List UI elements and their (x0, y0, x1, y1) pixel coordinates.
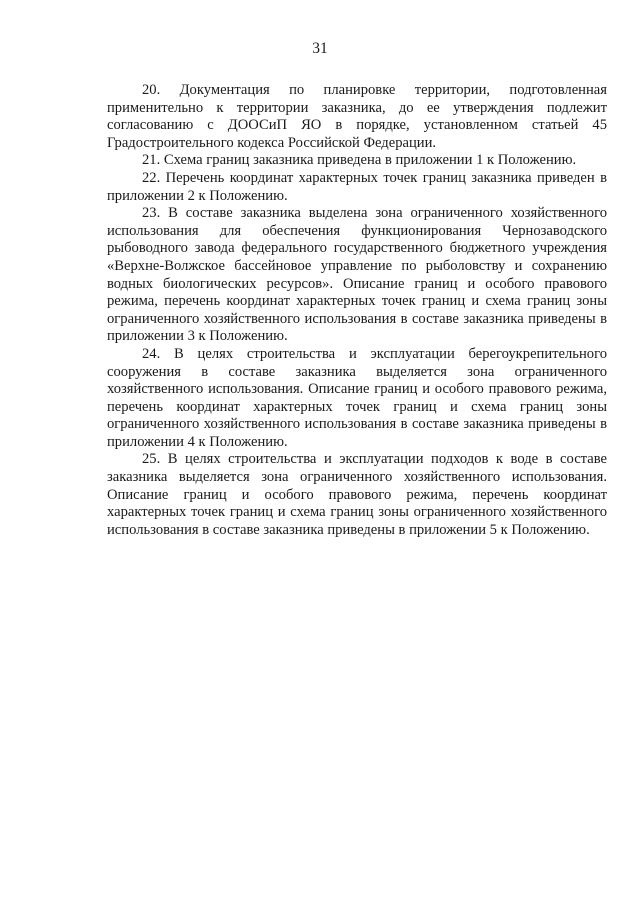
paragraph-22: 22. Перечень координат характерных точек границ заказника приведен в приложении 2 к Положению. (107, 169, 607, 204)
paragraph-25: 25. В целях строительства и эксплуатации подходов к воде в составе заказника выделяется зона ограниченного хозяйственного использования. Описание границ и особого правового режима, перечень координат характерных точек границ и схема границ зоны ограниченного хозяйственного использования в составе заказника приведены в приложении 5 к Положению. (107, 451, 607, 538)
paragraph-23: 23. В составе заказника выделена зона ограниченного хозяйственного использования для обеспечения функционирования Чернозаводского рыбоводного завода федерального государственного бюджетного учреждения «Верхне-Волжское бассейновое управление по рыболовству и сохранению водных биологических ресурсов». Описание границ и особого правового режима, перечень координат характерных точек границ и схема границ зоны ограниченного хозяйственного использования в составе заказника приведены в приложении 3 к Положению. (107, 205, 607, 345)
page-number: 31 (312, 40, 328, 57)
paragraph-21: 21. Схема границ заказника приведена в приложении 1 к Положению. (142, 152, 577, 169)
paragraph-24: 24. В целях строительства и эксплуатации берегоукрепительного сооружения в составе заказника выделяется зона ограниченного хозяйственного использования. Описание границ и особого правового режима, перечень координат характерных точек границ и схема границ зоны ограниченного хозяйственного использования в составе заказника приведены в приложении 4 к Положению. (107, 345, 607, 450)
paragraph-20: 20. Документация по планировке территории, подготовленная применительно к территории заказника, до ее утверждения подлежит согласованию с ДООСиП ЯО в порядке, установленном статьей 45 Градостроительного кодекса Российской Федерации. (107, 82, 607, 151)
document-body (107, 82, 607, 539)
